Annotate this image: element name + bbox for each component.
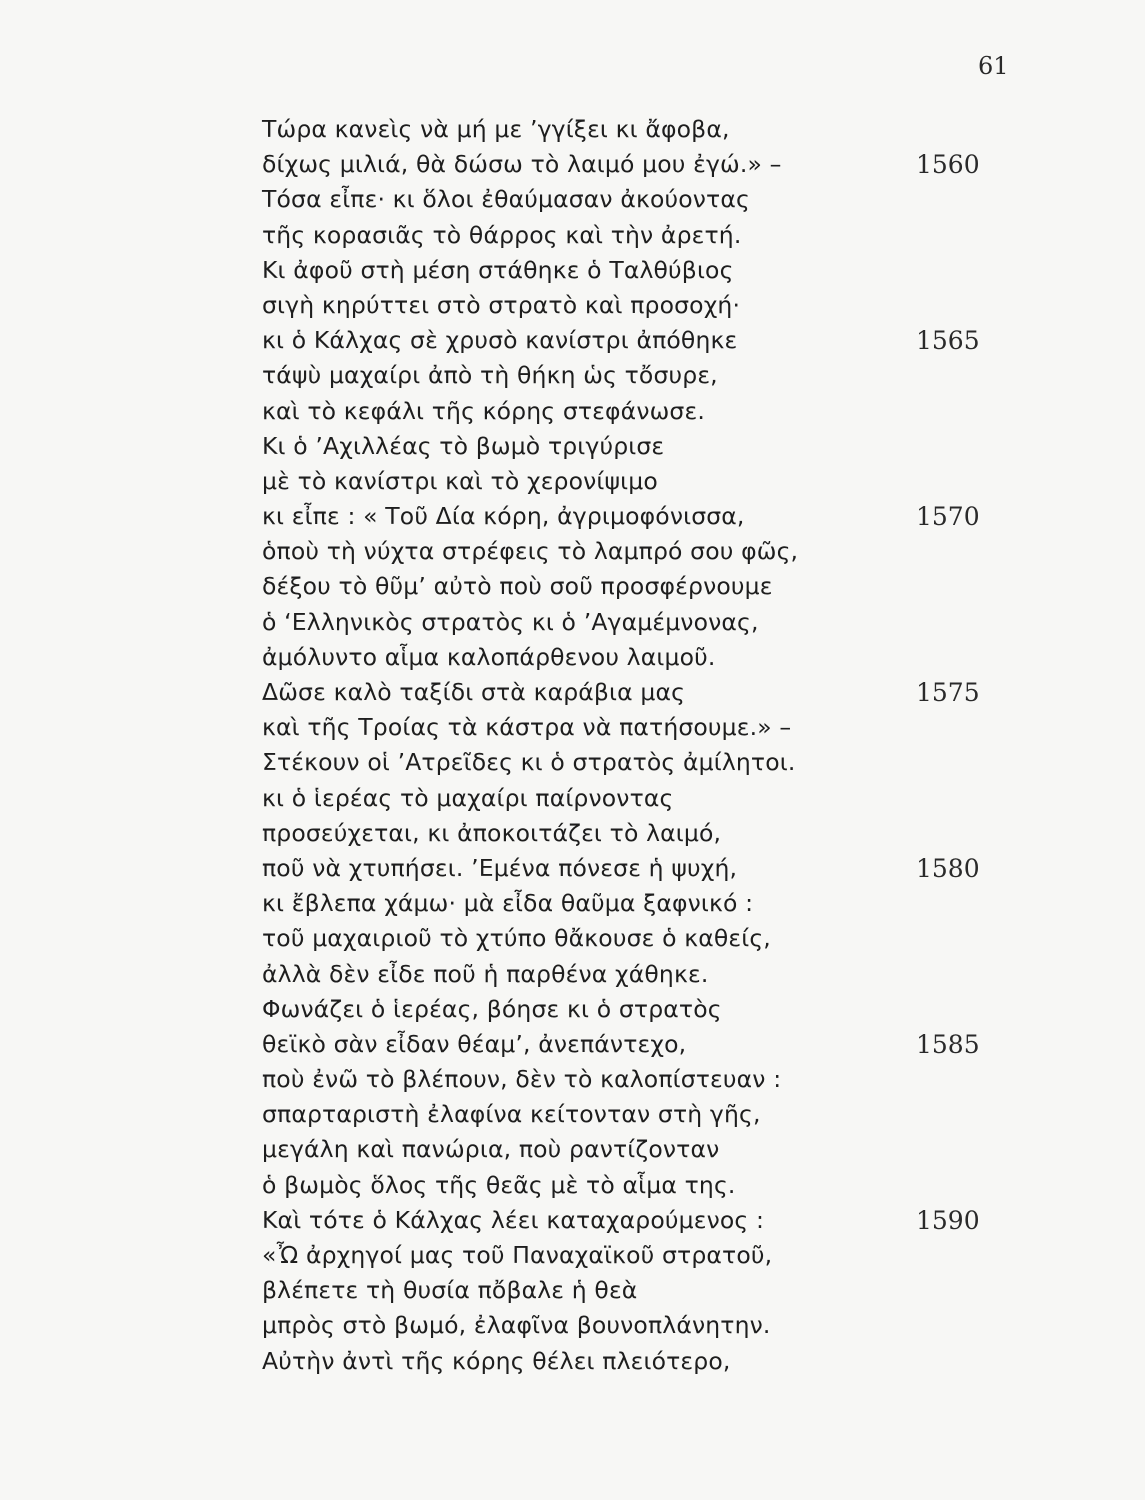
poem-line <box>0 675 1145 710</box>
poem-line-text: Αὐτὴν ἀντὶ τῆς κόρης θέλει πλειότερο, <box>262 1346 731 1375</box>
line-number: 1570 <box>916 502 980 532</box>
poem-line <box>0 921 1145 956</box>
poem-line <box>0 992 1145 1027</box>
poem-line-text: μεγάλη καὶ πανώρια, ποὺ ραντίζονταν <box>262 1135 720 1164</box>
line-number: 1585 <box>916 1029 980 1059</box>
poem-line <box>0 957 1145 992</box>
poem-line <box>0 464 1145 499</box>
poem-line-text: σπαρταριστὴ ἐλαφίνα κείτονταν στὴ γῆς, <box>262 1100 761 1129</box>
poem-line-text: κι ἔβλεπα χάμω· μὰ εἶδα θαῦμα ξαφνικό : <box>262 889 754 918</box>
poem-line-text: Στέκουν οἱ ’Ατρεῖδες κι ὁ στρατὸς ἀμίλητοι. <box>262 748 796 777</box>
poem-line <box>0 1273 1145 1308</box>
poem-line-text: ποῦ νὰ χτυπήσει. ’Εμένα πόνεσε ἡ ψυχή, <box>262 853 738 882</box>
poem-line <box>0 886 1145 921</box>
poem-line <box>0 640 1145 675</box>
poem-line <box>0 218 1145 253</box>
poem-line-text: κι ὁ Κάλχας σὲ χρυσὸ κανίστρι ἀπόθηκε <box>262 326 738 355</box>
poem-line <box>0 147 1145 182</box>
poem-line-text: κι εἶπε : « Τοῦ Δία κόρη, ἀγριμοφόνισσα, <box>262 502 745 531</box>
poem-line-text: ἀλλὰ δὲν εἶδε ποῦ ἡ παρθένα χάθηκε. <box>262 959 709 988</box>
poem-line <box>0 288 1145 323</box>
poem-line-text: βλέπετε τὴ θυσία πὄβαλε ἡ θεὰ <box>262 1276 638 1305</box>
poem-line-text: καὶ τὸ κεφάλι τῆς κόρης στεφάνωσε. <box>262 396 705 425</box>
poem-text <box>0 112 1145 1379</box>
poem-line <box>0 816 1145 851</box>
poem-line <box>0 745 1145 780</box>
poem-line-text: τάψὺ μαχαίρι ἀπὸ τὴ θήκη ὡς τὄσυρε, <box>262 361 718 390</box>
poem-line <box>0 253 1145 288</box>
poem-line <box>0 394 1145 429</box>
poem-line-text: Κι ἀφοῦ στὴ μέση στάθηκε ὁ Ταλθύβιος <box>262 255 734 284</box>
poem-line-text: καὶ τῆς Τροίας τὰ κάστρα νὰ πατήσουμε.» – <box>262 713 792 742</box>
poem-line <box>0 1203 1145 1238</box>
line-number: 1590 <box>916 1205 980 1235</box>
poem-line <box>0 429 1145 464</box>
poem-line <box>0 1238 1145 1273</box>
poem-line <box>0 182 1145 217</box>
poem-line <box>0 1027 1145 1062</box>
poem-line-text: σιγὴ κηρύττει στὸ στρατὸ καὶ προσοχή· <box>262 290 741 319</box>
poem-line-text: προσεύχεται, κι ἀποκοιτάζει τὸ λαιμό, <box>262 818 722 847</box>
poem-line-text: τῆς κορασιᾶς τὸ θάρρος καὶ τὴν ἀρετή. <box>262 220 742 249</box>
line-number: 1575 <box>916 678 980 707</box>
poem-line <box>0 851 1145 886</box>
poem-line-text: ποὺ ἐνῶ τὸ βλέπουν, δὲν τὸ καλοπίστευαν : <box>262 1065 782 1094</box>
poem-line-text: ὁποὺ τὴ νύχτα στρέφεις τὸ λαμπρό σου φῶς, <box>262 537 799 566</box>
poem-line-text: Φωνάζει ὁ ἱερέας, βόησε κι ὁ στρατὸς <box>262 994 722 1023</box>
poem-line <box>0 1344 1145 1379</box>
poem-line <box>0 605 1145 640</box>
poem-line-text: Δῶσε καλὸ ταξίδι στὰ καράβια μας <box>262 678 686 706</box>
poem-line <box>0 1132 1145 1167</box>
poem-line-text: θεϊκὸ σὰν εἶδαν θέαμ’, ἀνεπάντεχο, <box>262 1029 687 1058</box>
poem-line-text: μὲ τὸ κανίστρι καὶ τὸ χερονίψιμο <box>262 466 658 495</box>
poem-line-text: δέξου τὸ θῦμ’ αὐτὸ ποὺ σοῦ προσφέρνουμε <box>262 572 773 601</box>
poem-line-text: κι ὁ ἱερέας τὸ μαχαίρι παίρνοντας <box>262 783 674 812</box>
poem-line <box>0 1168 1145 1203</box>
poem-line <box>0 781 1145 816</box>
poem-line-text: Τώρα κανεὶς νὰ μή με ’γγίξει κι ἄφοβα, <box>262 115 730 143</box>
poem-line <box>0 1062 1145 1097</box>
poem-line <box>0 358 1145 393</box>
poem-line-text: ὁ βωμὸς ὅλος τῆς θεᾶς μὲ τὸ αἷμα της. <box>262 1170 736 1199</box>
page-number: 61 <box>978 52 1009 80</box>
poem-line <box>0 569 1145 604</box>
poem-line <box>0 1097 1145 1132</box>
poem-line-text: ἀμόλυντο αἷμα καλοπάρθενου λαιμοῦ. <box>262 642 716 671</box>
poem-line <box>0 1308 1145 1343</box>
poem-line-text: ὁ ‘Ελληνικὸς στρατὸς κι ὁ ’Αγαμέμνονας, <box>262 607 759 636</box>
poem-line-text: τοῦ μαχαιριοῦ τὸ χτύπο θἄκουσε ὁ καθείς, <box>262 924 771 953</box>
poem-line <box>0 323 1145 358</box>
poem-line-text: Κι ὁ ’Αχιλλέας τὸ βωμὸ τριγύρισε <box>262 431 665 460</box>
line-number: 1565 <box>916 326 980 356</box>
poem-line <box>0 499 1145 534</box>
line-number: 1560 <box>916 150 980 180</box>
line-number: 1580 <box>916 853 980 883</box>
poem-line-text: δίχως μιλιά, θὰ δώσω τὸ λαιμό μου ἐγώ.» – <box>262 150 782 179</box>
poem-line <box>0 534 1145 569</box>
poem-line <box>0 710 1145 745</box>
poem-line-text: μπρὸς στὸ βωμό, ἐλαφῖνα βουνοπλάνητην. <box>262 1311 771 1340</box>
poem-line <box>0 112 1145 147</box>
poem-line-text: Τόσα εἶπε· κι ὅλοι ἐθαύμασαν ἀκούοντας <box>262 185 750 214</box>
poem-line-text: «Ὦ ἀρχηγοί μας τοῦ Παναχαϊκοῦ στρατοῦ, <box>262 1241 773 1269</box>
poem-line-text: Καὶ τότε ὁ Κάλχας λέει καταχαρούμενος : <box>262 1205 765 1234</box>
